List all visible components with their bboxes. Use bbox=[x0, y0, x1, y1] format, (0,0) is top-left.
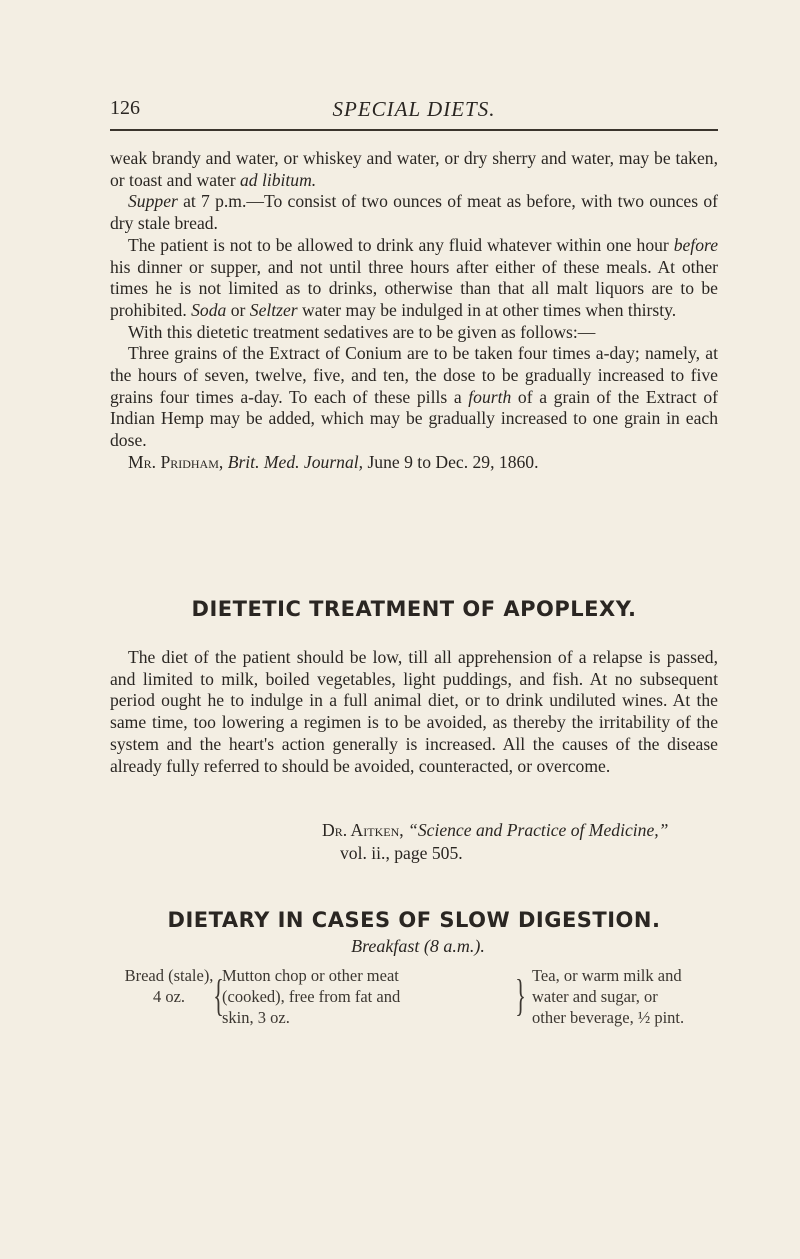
diet-text: Tea, or warm milk and bbox=[532, 966, 682, 985]
paragraph: weak brandy and water, or whiskey and water, or dry sherry and water, may be taken, or toast and water ad libitum. bbox=[110, 148, 718, 190]
first-section bbox=[110, 148, 718, 474]
diet-beverage bbox=[532, 965, 684, 1028]
citation-pridham: Mr. Pridham, Brit. Med. Journal, June 9 to Dec. 29, 1860. bbox=[128, 451, 539, 472]
paragraph-fluids: The patient is not to be allowed to drink any fluid whatever within one hour before his dinner or supper, and not until three hours after either of these meals. At other times he is not limited as to drinks, otherwise than that all malt liquors are to be prohibited. Soda or Seltzer water may be indulged in at other times when thirsty. bbox=[110, 234, 718, 320]
diet-meat bbox=[222, 965, 400, 1028]
paragraph-apoplexy: The diet of the patient should be low, till all apprehension of a relapse is passed, and limited to milk, boiled vegetables, light puddings, and fish. At no subsequent period ought he to indulge in a full animal diet, or to drink undiluted wines. At the same time, too lowering a regimen is to be avoided, as thereby the irritability of the system and the heart's action generally is increased. All the causes of the disease already fully referred to should be avoided, counteracted, or overcome. bbox=[110, 647, 718, 776]
diet-text: skin, 3 oz. bbox=[222, 1008, 290, 1027]
paragraph-supper: Supper at 7 p.m.—To consist of two ounces of meat as before, with two ounces of dry stale bread. bbox=[110, 191, 718, 234]
diet-text: Mutton chop or other meat bbox=[222, 966, 399, 985]
diet-text: (cooked), free from fat and bbox=[222, 987, 401, 1006]
heading-apoplexy: DIETETIC TREATMENT OF APOPLEXY. bbox=[191, 597, 637, 621]
running-title: SPECIAL DIETS. bbox=[332, 97, 496, 121]
apoplexy-section bbox=[110, 647, 718, 777]
header-rule bbox=[110, 129, 718, 131]
brace-icon: } bbox=[515, 971, 526, 1020]
diet-text: water and sugar, or bbox=[532, 987, 658, 1006]
page-number: 126 bbox=[110, 97, 140, 119]
paragraph-conium: Three grains of the Extract of Conium are to be taken four times a-day; namely, at the hours of seven, twelve, five, and ten, the dose to be gradually increased to five grains four times a-day. To each of these pills a fourth of a grain of the Extract of Indian Hemp may be added, which may be gradually increased to one grain in each dose. bbox=[110, 343, 718, 451]
citation-aitken: Dr. Aitken, “Science and Practice of Medicine,” bbox=[322, 820, 669, 840]
diet-text: Bread (stale), bbox=[124, 966, 214, 985]
meal-title: Breakfast (8 a.m.). bbox=[351, 936, 485, 956]
brace-icon: { bbox=[213, 971, 224, 1020]
page-header bbox=[110, 97, 718, 129]
heading-slow-digestion: DIETARY IN CASES OF SLOW DIGESTION. bbox=[167, 908, 661, 932]
paragraph-sedatives: With this dietetic treatment sedatives are to be given as follows:— bbox=[128, 321, 596, 342]
diet-text: 4 oz. bbox=[152, 987, 186, 1006]
citation-aitken-volume: vol. ii., page 505. bbox=[340, 843, 463, 863]
diet-text: other beverage, ½ pint. bbox=[532, 1008, 685, 1027]
diet-bread bbox=[124, 965, 214, 1007]
